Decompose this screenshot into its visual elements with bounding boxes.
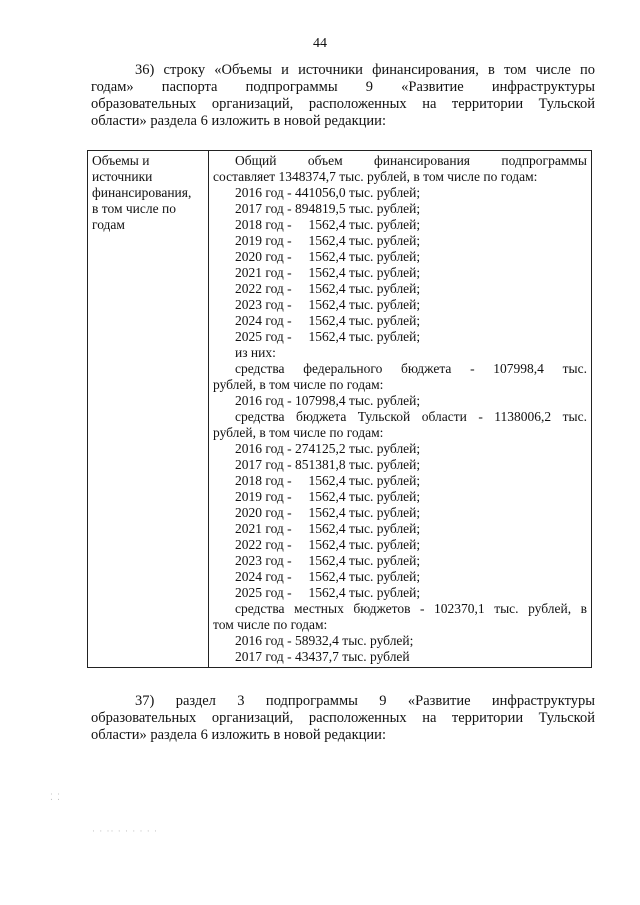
funding-line: 2023 год - 1562,4 тыс. рублей;	[235, 297, 421, 312]
funding-line: 2016 год - 441056,0 тыс. рублей;	[235, 185, 421, 200]
paragraph-line: 37) раздел 3 подпрограммы 9 «Развитие инфраструктуры	[135, 693, 595, 709]
label-line: источники	[92, 169, 153, 184]
funding-line: 2017 год - 894819,5 тыс. рублей;	[235, 201, 421, 216]
table-cell-content	[209, 151, 592, 668]
paragraph-36	[91, 62, 595, 130]
funding-line: 2016 год - 107998,4 тыс. рублей;	[235, 393, 421, 408]
funding-line: 2018 год - 1562,4 тыс. рублей;	[235, 217, 421, 232]
label-line: финансирования,	[92, 185, 192, 200]
paragraph-37	[91, 693, 595, 744]
funding-line: средства местных бюджетов - 102370,1 тыс. рублей, в	[235, 601, 587, 616]
funding-line: Общий объем финансирования подпрограммы	[235, 153, 587, 168]
funding-line: рублей, в том числе по годам:	[213, 377, 384, 392]
paragraph-line: области» раздела 6 изложить в новой редакции:	[91, 113, 386, 129]
paragraph-line: области» раздела 6 изложить в новой редакции:	[91, 727, 386, 743]
paragraph-line: 36) строку «Объемы и источники финансирования, в том числе по	[135, 62, 595, 78]
funding-line: 2025 год - 1562,4 тыс. рублей;	[235, 329, 421, 344]
table-row	[88, 151, 592, 668]
funding-line: 2020 год - 1562,4 тыс. рублей;	[235, 249, 421, 264]
funding-table	[87, 150, 592, 668]
page-number: 44	[313, 36, 327, 51]
funding-line: том числе по годам:	[213, 617, 328, 632]
paragraph-line: образовательных организаций, расположенных на территории Тульской	[91, 96, 595, 112]
funding-line: 2017 год - 851381,8 тыс. рублей;	[235, 457, 421, 472]
label-line: годам	[92, 217, 125, 232]
scan-artifact: ⁚ ⁚	[50, 792, 61, 802]
label-line: в том числе по	[92, 201, 176, 216]
paragraph-line: годам» паспорта подпрограммы 9 «Развитие инфраструктуры	[91, 79, 595, 95]
funding-line: 2018 год - 1562,4 тыс. рублей;	[235, 473, 421, 488]
table-cell-label	[88, 151, 209, 668]
funding-line: 2022 год - 1562,4 тыс. рублей;	[235, 281, 421, 296]
funding-line: 2024 год - 1562,4 тыс. рублей;	[235, 569, 421, 584]
funding-line: 2016 год - 58932,4 тыс. рублей;	[235, 633, 414, 648]
funding-line: 2023 год - 1562,4 тыс. рублей;	[235, 553, 421, 568]
funding-line: 2019 год - 1562,4 тыс. рублей;	[235, 233, 421, 248]
funding-line: 2020 год - 1562,4 тыс. рублей;	[235, 505, 421, 520]
funding-line: составляет 1348374,7 тыс. рублей, в том числе по годам:	[213, 169, 538, 184]
funding-line: из них:	[235, 345, 276, 360]
funding-line: 2019 год - 1562,4 тыс. рублей;	[235, 489, 421, 504]
funding-line: 2024 год - 1562,4 тыс. рублей;	[235, 313, 421, 328]
funding-line: 2021 год - 1562,4 тыс. рублей;	[235, 265, 421, 280]
funding-line: средства бюджета Тульской области - 1138006,2 тыс.	[235, 409, 587, 424]
funding-line: 2021 год - 1562,4 тыс. рублей;	[235, 521, 421, 536]
scan-artifact: · · ·· · · · · · ·	[92, 826, 158, 836]
label-line: Объемы и	[92, 153, 150, 168]
funding-line: 2016 год - 274125,2 тыс. рублей;	[235, 441, 421, 456]
funding-line: средства федерального бюджета - 107998,4 тыс.	[235, 361, 587, 376]
funding-line: 2017 год - 43437,7 тыс. рублей	[235, 649, 410, 664]
funding-line: 2025 год - 1562,4 тыс. рублей;	[235, 585, 421, 600]
funding-line: рублей, в том числе по годам:	[213, 425, 384, 440]
funding-line: 2022 год - 1562,4 тыс. рублей;	[235, 537, 421, 552]
paragraph-line: образовательных организаций, расположенных на территории Тульской	[91, 710, 595, 726]
